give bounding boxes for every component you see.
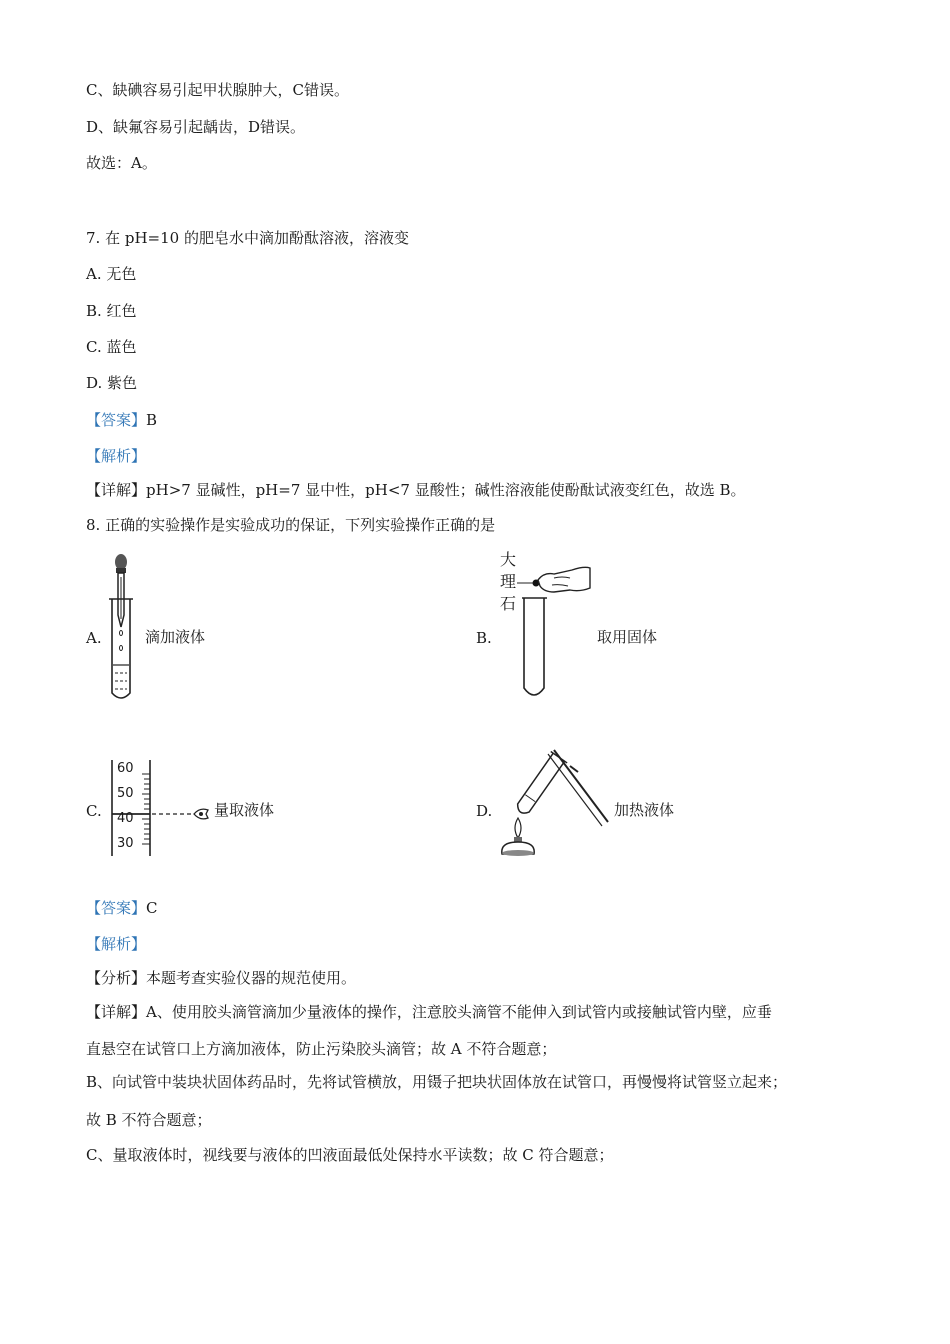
q8-option-d-caption: 加热液体 bbox=[614, 801, 675, 819]
q7-answer bbox=[86, 410, 157, 430]
q8-analysis-tag: 【解析】 bbox=[86, 935, 147, 953]
q7-analysis-tag: 【解析】 bbox=[86, 447, 147, 465]
prev-choice: 故选：A。 bbox=[86, 154, 157, 172]
q8-detail-a1-text: A、使用胶头滴管滴加少量液体的操作，注意胶头滴管不能伸入到试管内或接触试管内壁，应垂 bbox=[146, 1003, 772, 1021]
prev-option-d-explanation: D、缺氟容易引起龋齿，D错误。 bbox=[86, 118, 306, 136]
q7-stem: 7. 在 pH=10 的肥皂水中滴加酚酞溶液，溶液变 bbox=[86, 229, 409, 247]
q8-answer-tag: 【答案】 bbox=[86, 899, 147, 917]
q8-fenxi bbox=[86, 968, 356, 988]
q8-detail-b-line2: 故 B 不符合题意； bbox=[86, 1111, 212, 1129]
q8-detail-a-line2: 直悬空在试管口上方滴加液体，防止污染胶头滴管；故 A 不符合题意； bbox=[86, 1040, 557, 1058]
q8-detail-tag: 【详解】 bbox=[86, 1003, 147, 1021]
cylinder-tick-60: 60 bbox=[117, 761, 134, 776]
q8-option-c-letter: C. bbox=[86, 802, 102, 820]
q7-detail-text: pH>7 显碱性，pH=7 显中性，pH<7 显酸性；碱性溶液能使酚酞试液变红色，故选 B。 bbox=[146, 481, 746, 499]
q8-option-a-caption: 滴加液体 bbox=[145, 628, 206, 646]
q8-stem: 8. 正确的实验操作是实验成功的保证，下列实验操作正确的是 bbox=[86, 516, 496, 534]
q7-detail-tag: 【详解】 bbox=[86, 481, 147, 499]
cylinder-tick-50: 50 bbox=[117, 786, 134, 801]
q7-option-a: A. 无色 bbox=[86, 265, 137, 283]
q8-option-c-caption: 量取液体 bbox=[214, 801, 275, 819]
q8-detail-b-line1: B、向试管中装块状固体药品时，先将试管横放，用镊子把块状固体放在试管口，再慢慢将试管竖立起来； bbox=[86, 1073, 788, 1091]
q7-option-b: B. 红色 bbox=[86, 302, 137, 320]
q7-detail bbox=[86, 480, 746, 500]
q8-option-a-letter: A. bbox=[86, 629, 102, 647]
q8-answer bbox=[86, 898, 158, 918]
q8-option-d-letter: D. bbox=[476, 802, 493, 820]
marble-label: 大理石 bbox=[500, 550, 517, 613]
heating-liquid-figure bbox=[496, 742, 612, 860]
q7-answer-tag: 【答案】 bbox=[86, 411, 147, 429]
q7-option-d: D. 紫色 bbox=[86, 374, 138, 392]
marble-test-tube-figure bbox=[514, 560, 594, 702]
q8-detail-c: C、量取液体时，视线要与液体的凹液面最低处保持水平读数；故 C 符合题意； bbox=[86, 1146, 614, 1164]
q7-answer-value: B bbox=[146, 411, 158, 429]
q8-detail-a-line1 bbox=[86, 1002, 772, 1022]
cylinder-tick-40: 40 bbox=[117, 811, 134, 826]
q8-fenxi-text: 本题考查实验仪器的规范使用。 bbox=[146, 969, 357, 987]
prev-option-c-explanation: C、缺碘容易引起甲状腺肿大，C错误。 bbox=[86, 81, 349, 99]
cylinder-tick-30: 30 bbox=[117, 836, 134, 851]
q8-option-b-caption: 取用固体 bbox=[597, 628, 658, 646]
q8-option-b-letter: B. bbox=[476, 629, 492, 647]
q8-answer-value: C bbox=[146, 899, 158, 917]
dropper-in-tube-figure bbox=[106, 553, 140, 703]
q8-fenxi-tag: 【分析】 bbox=[86, 969, 147, 987]
q7-option-c: C. 蓝色 bbox=[86, 338, 137, 356]
